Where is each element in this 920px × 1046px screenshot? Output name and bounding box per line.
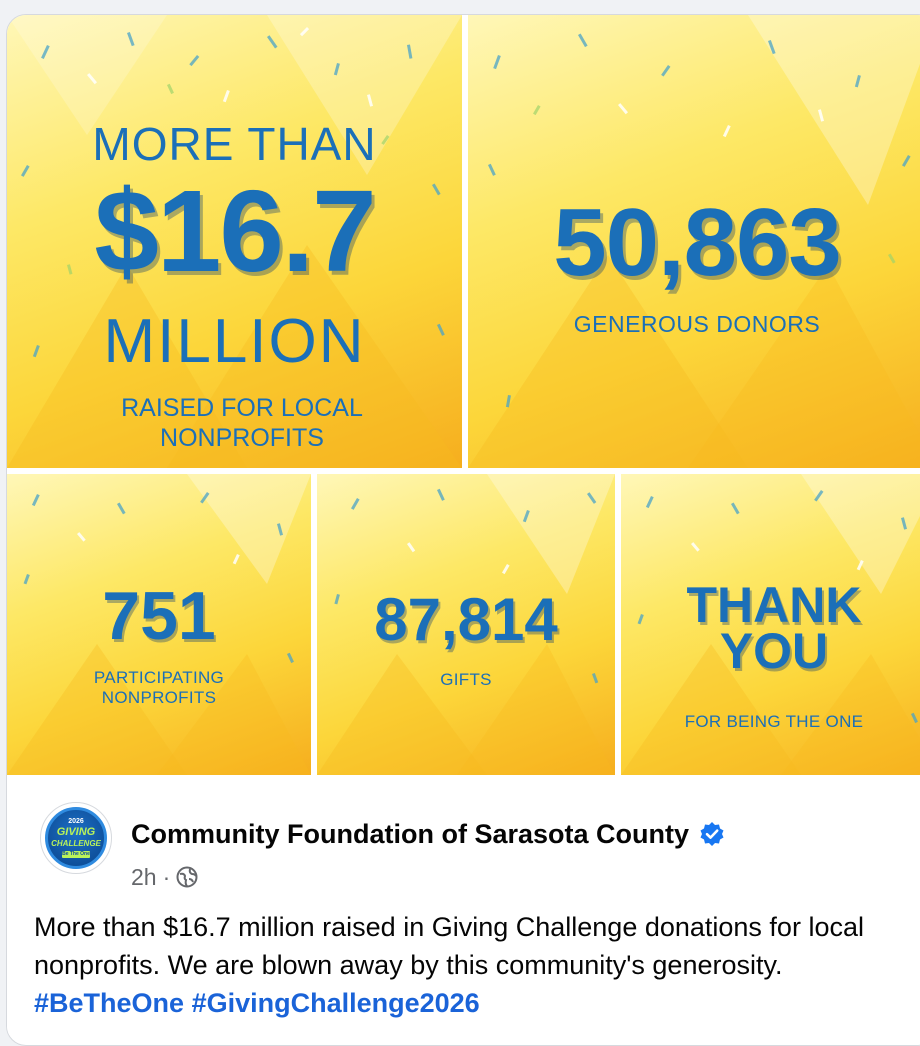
gifts-number: 87,814 <box>374 586 558 653</box>
thanks-line-1: THANK <box>686 577 862 633</box>
post-card <box>6 14 920 1046</box>
meta-separator: · <box>162 863 171 890</box>
raised-caption: RAISED FOR LOCAL NONPROFITS <box>121 394 363 452</box>
nonprofits-label: PARTICIPATING NONPROFITS <box>93 668 225 707</box>
photo-gifts[interactable] <box>317 474 615 775</box>
globe-icon[interactable] <box>176 866 198 888</box>
thanks-heading <box>621 577 920 679</box>
hashtag-link[interactable]: #BeTheOne <box>34 988 185 1018</box>
gifts-content <box>317 474 615 775</box>
thanks-line-2: YOU <box>719 623 829 679</box>
post-footer <box>7 775 920 1035</box>
donors-label: GENEROUS DONORS <box>573 311 821 337</box>
thanks-label: FOR BEING THE ONE <box>684 712 864 731</box>
avatar-sub: Be The One <box>62 851 90 857</box>
donors-content <box>468 15 920 468</box>
photo-nonprofits[interactable] <box>7 474 311 775</box>
verified-badge-icon <box>699 821 725 847</box>
page-name-link[interactable]: Community Foundation of Sarasota County <box>131 818 689 849</box>
post-timestamp[interactable]: 2h <box>131 863 157 890</box>
nonprofits-content <box>7 474 311 775</box>
post-body-text: More than $16.7 million raised in Giving Challenge donations for local nonprofits. We are blown away by this community's generosity. <box>34 912 864 980</box>
avatar-title <box>48 827 104 849</box>
raised-line-more-than: MORE THAN <box>92 118 377 170</box>
donors-number: 50,863 <box>553 189 841 296</box>
post-message <box>34 908 914 1022</box>
photo-thank-you[interactable] <box>621 474 920 775</box>
hashtag-link[interactable]: #GivingChallenge2026 <box>191 988 480 1018</box>
thanks-content <box>621 474 920 775</box>
photo-raised-amount[interactable] <box>7 15 462 468</box>
raised-line-million: MILLION <box>103 307 366 376</box>
avatar-title-line-2: CHALLENGE <box>51 839 101 848</box>
gifts-label: GIFTS <box>440 670 492 689</box>
avatar-logo <box>45 807 107 869</box>
raised-content <box>7 15 462 468</box>
page-name-row <box>131 817 725 851</box>
photo-donors[interactable] <box>468 15 920 468</box>
raised-amount: $16.7 <box>94 166 375 296</box>
post-meta <box>131 861 198 893</box>
avatar-title-line-1: GIVING <box>56 826 96 838</box>
page-avatar[interactable] <box>40 802 112 874</box>
avatar-year: 2026 <box>68 818 84 825</box>
nonprofits-number: 751 <box>102 578 216 654</box>
